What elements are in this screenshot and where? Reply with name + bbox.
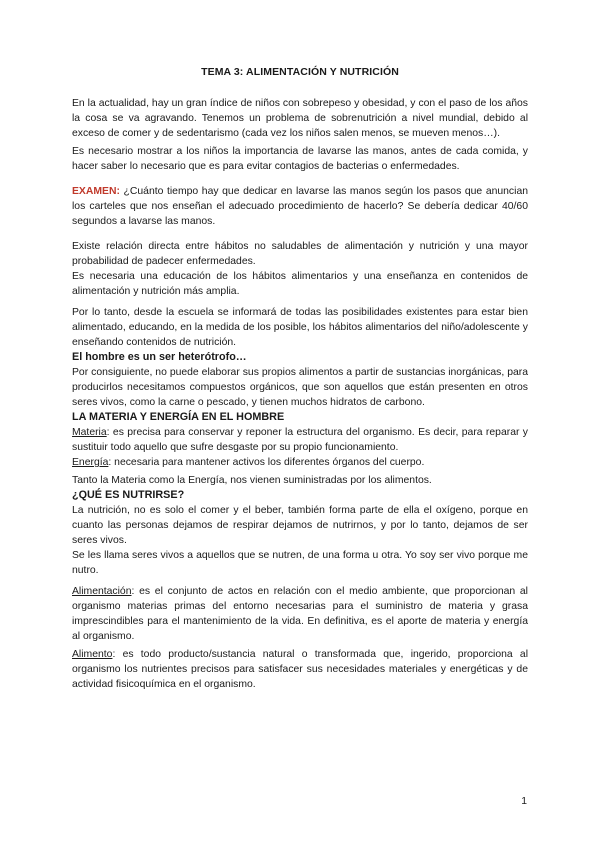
alimento-term: Alimento (72, 649, 113, 660)
heterotrofo-paragraph: Por consiguiente, no puede elaborar sus propios alimentos a partir de sustancias inorgánicas, para producirlos necesitamos compuestos orgánicos, que son aquellos que están presenten en otros seres vivos, como la carne o pescado, y tienen muchos hidratos de carbono. (72, 367, 528, 408)
energia-term: Energía (72, 457, 109, 468)
alimento-text: : es todo producto/sustancia natural o transformada que, ingerido, proporciona al organismo los nutrientes precisos para satisfacer sus necesidades materiales y energéticas y de actividad fisicoquímica en el organismo. (72, 649, 528, 690)
nutrition-paragraph: La nutrición, no es solo el comer y el beber, también forma parte de ella el oxígeno, porque en cuanto las personas dejamos de respirar dejamos de nutrirnos, y por lo tanto, dejamos de ser seres vivos. (72, 505, 528, 546)
alimento-definition (72, 647, 528, 692)
exam-paragraph (72, 184, 528, 229)
heading-nutrirse: ¿QUÉ ES NUTRIRSE? (72, 489, 185, 501)
page-title: TEMA 3: ALIMENTACIÓN Y NUTRICIÓN (201, 66, 399, 78)
page-number: 1 (521, 796, 527, 807)
alimentacion-term: Alimentación (72, 586, 132, 597)
materia-definition (72, 425, 528, 455)
school-paragraph: Por lo tanto, desde la escuela se informará de todas las posibilidades existentes para estar bien alimentado, educando, en la medida de los posible, los hábitos alimentarios del niño/adolescente y enseñando contenidos de nutrición. (72, 307, 528, 348)
education-paragraph: Es necesaria una educación de los hábitos alimentarios y una enseñanza en contenidos de alimentación y nutrición más amplia. (72, 271, 528, 297)
exam-text: ¿Cuánto tiempo hay que dedicar en lavarse las manos según los pasos que anuncian los carteles que nos enseñan el adecuado procedimiento de hacerlo? Se debería dedicar 40/60 segundos a lavarse las manos. (72, 186, 528, 227)
living-beings-paragraph: Se les llama seres vivos a aquellos que se nutren, de una forma u otra. Yo soy ser vivo porque me nutro. (72, 550, 528, 576)
document-page (72, 66, 528, 692)
heading-materia-energia: LA MATERIA Y ENERGÍA EN EL HOMBRE (72, 411, 285, 423)
materia-text: : es precisa para conservar y reponer la estructura del organismo. Es decir, para reparar y sustituir todo aquello que sufre desgaste por su propio funcionamiento. (72, 427, 528, 453)
energia-text: : necesaria para mantener activos los diferentes órganos del cuerpo. (108, 457, 425, 468)
heading-heterotrofo: El hombre es un ser heterótrofo… (72, 351, 247, 363)
handwashing-paragraph: Es necesario mostrar a los niños la importancia de lavarse las manos, antes de cada comida, y hacer saber lo necesario que es para evitar contagios de bacterias o enfermedades. (72, 146, 528, 172)
materia-term: Materia (72, 427, 107, 438)
energia-definition (72, 455, 528, 470)
intro-paragraph: En la actualidad, hay un gran índice de niños con sobrepeso y obesidad, y con el paso de los años la cosa se va agravando. Tenemos un problema de sobrenutrición a nivel mundial, debido al exceso de comer y de sedentarismo (cada vez los niños salen menos, se mueven menos…). (72, 98, 528, 139)
relation-paragraph: Existe relación directa entre hábitos no saludables de alimentación y nutrición y una mayor probabilidad de padecer enfermedades. (72, 241, 528, 267)
exam-label: EXAMEN: (72, 186, 120, 197)
alimentacion-text: : es el conjunto de actos en relación con el medio ambiente, que proporcionan al organismo materias primas del entorno necesarias para el suministro de materia y grasa imprescindibles para el mantenimiento de la vida. En definitiva, es el aporte de materia y energía al organismo. (72, 586, 528, 642)
supply-paragraph: Tanto la Materia como la Energía, nos vienen suministradas por los alimentos. (72, 475, 432, 486)
alimentacion-definition (72, 584, 528, 644)
